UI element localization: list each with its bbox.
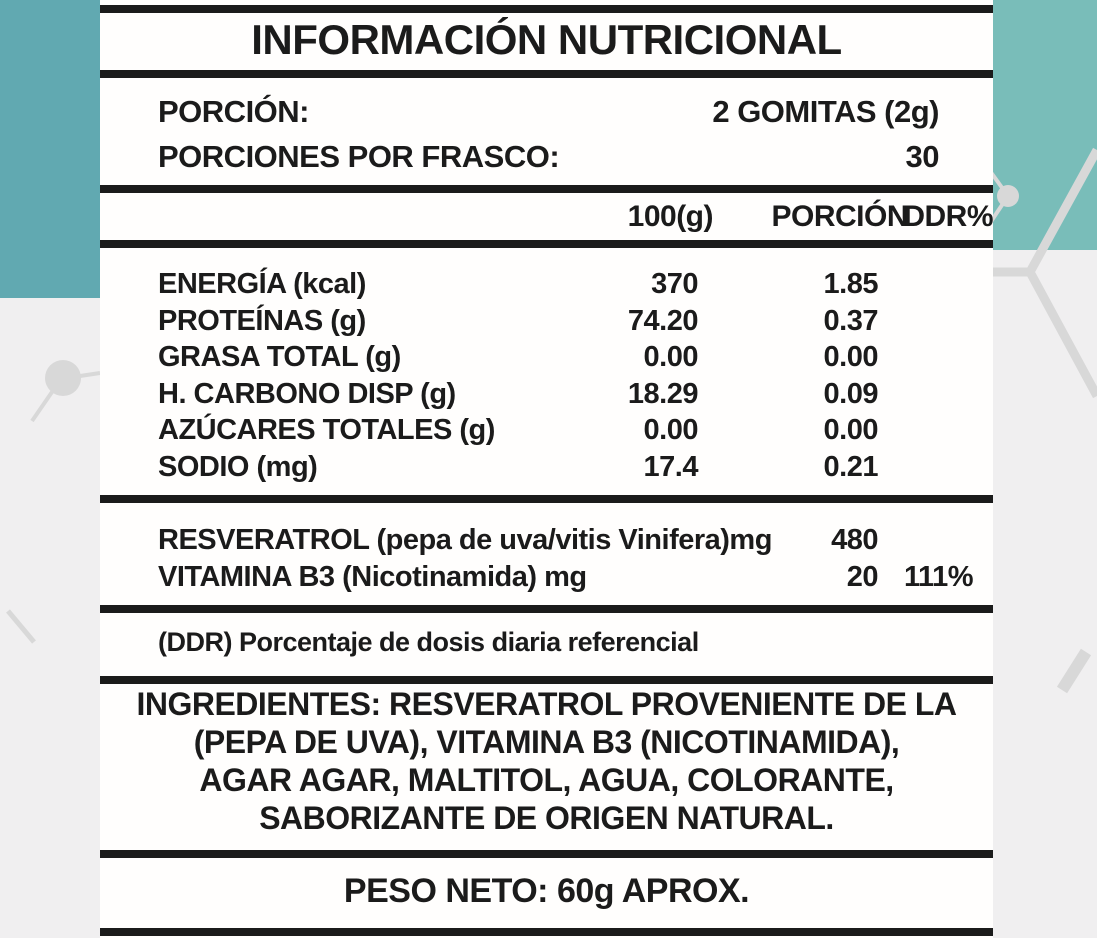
nutrient-per100: 18.29 <box>627 378 698 410</box>
nutrient-portion: 0.21 <box>823 451 878 483</box>
nutrient-portion: 0.00 <box>823 414 878 446</box>
net-weight: PESO NETO: 60g APROX. <box>343 872 750 910</box>
column-header-portion: PORCIÓN <box>771 200 908 233</box>
portion-value: 2 GOMITAS (2g) <box>712 94 939 129</box>
nutrient-portion: 1.85 <box>823 268 878 300</box>
molecule-node-icon <box>45 360 81 396</box>
divider-bar <box>100 70 993 78</box>
nutrient-per100: 74.20 <box>627 305 698 337</box>
nutrient-name: SODIO (mg) <box>158 451 318 483</box>
active-amount: 480 <box>831 524 878 556</box>
active-name: VITAMINA B3 (Nicotinamida) mg <box>158 561 587 593</box>
nutrient-per100: 370 <box>651 268 698 300</box>
column-header-per100: 100(g) <box>627 200 713 233</box>
ingredients-line: INGREDIENTES: RESVERATROL PROVENIENTE DE LA <box>136 686 957 722</box>
ingredients-line: AGAR AGAR, MALTITOL, AGUA, COLORANTE, <box>199 762 894 798</box>
nutrient-per100: 0.00 <box>643 341 698 373</box>
nutrient-portion: 0.37 <box>823 305 878 337</box>
ingredients-line: SABORIZANTE DE ORIGEN NATURAL. <box>259 800 834 836</box>
nutrient-per100: 0.00 <box>643 414 698 446</box>
nutrient-portion: 0.09 <box>823 378 878 410</box>
divider-bar <box>100 928 993 936</box>
ingredients-line: (PEPA DE UVA), VITAMINA B3 (NICOTINAMIDA), <box>193 724 900 760</box>
nutrient-per100: 17.4 <box>643 451 698 483</box>
nutrient-name: GRASA TOTAL (g) <box>158 341 401 373</box>
divider-bar <box>100 5 993 13</box>
divider-bar <box>100 185 993 193</box>
divider-bar <box>100 495 993 503</box>
ddr-footnote: (DDR) Porcentaje de dosis diaria referencial <box>158 627 699 657</box>
servings-value: 30 <box>905 139 939 174</box>
divider-bar <box>100 240 993 248</box>
nutrient-name: PROTEÍNAS (g) <box>158 305 366 337</box>
nutrition-label <box>100 0 993 938</box>
divider-bar <box>100 605 993 613</box>
column-header-ddr: DDR% <box>903 200 993 233</box>
nutrient-name: H. CARBONO DISP (g) <box>158 378 456 410</box>
hexagon-icon <box>1030 150 1097 396</box>
nutrient-name: ENERGÍA (kcal) <box>158 268 366 300</box>
active-name: RESVERATROL (pepa de uva/vitis Vinifera)mg <box>158 524 772 556</box>
label-title: INFORMACIÓN NUTRICIONAL <box>251 16 842 63</box>
divider-bar <box>100 850 993 858</box>
nutrient-portion: 0.00 <box>823 341 878 373</box>
active-ddr: 111% <box>904 561 973 593</box>
portion-label: PORCIÓN: <box>158 94 309 129</box>
nutrient-name: AZÚCARES TOTALES (g) <box>158 414 495 446</box>
active-amount: 20 <box>846 561 878 593</box>
servings-label: PORCIONES POR FRASCO: <box>158 139 560 174</box>
ingredients-paragraph <box>100 685 993 837</box>
divider-bar <box>100 676 993 684</box>
